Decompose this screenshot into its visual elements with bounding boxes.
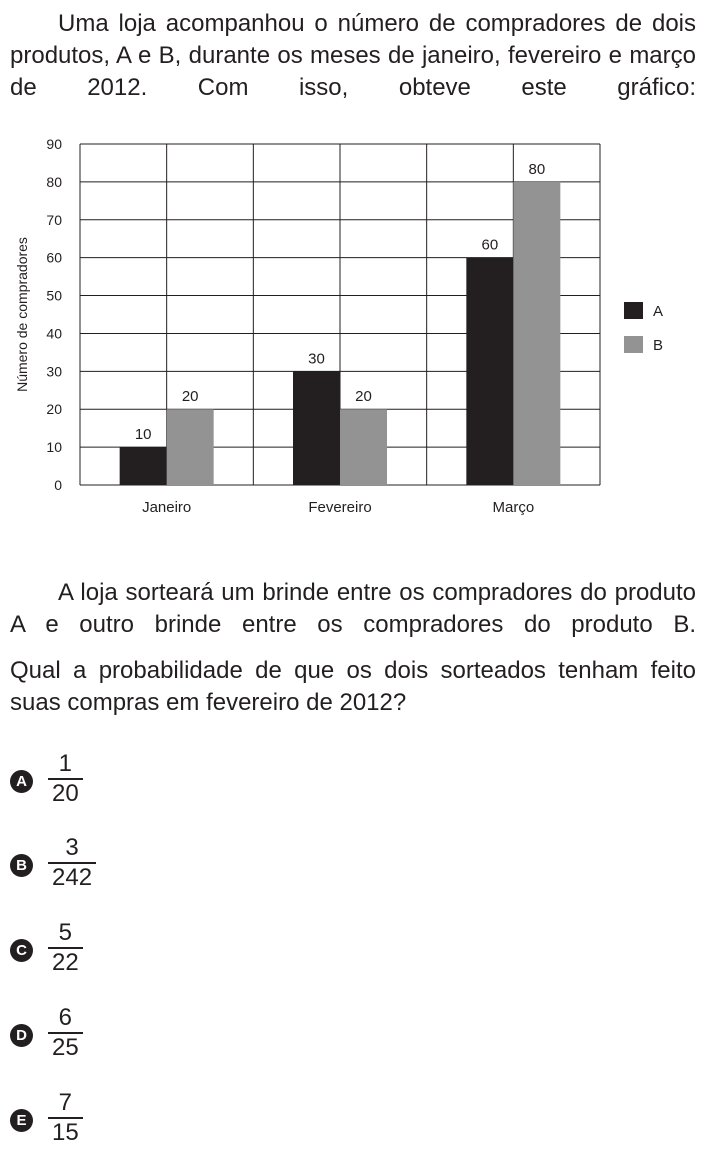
y-tick-label: 60 xyxy=(46,249,62,266)
fraction-denominator: 242 xyxy=(48,862,96,892)
bar-b xyxy=(513,182,560,485)
option-letter-badge: A xyxy=(10,770,33,793)
y-tick-label: 70 xyxy=(46,211,62,228)
fraction-numerator: 3 xyxy=(65,834,79,861)
data-label: 10 xyxy=(134,426,152,444)
y-tick-label: 30 xyxy=(46,363,62,380)
y-tick-label: 50 xyxy=(46,287,62,304)
data-label: 60 xyxy=(481,236,499,254)
fraction-numerator: 7 xyxy=(58,1089,73,1116)
option-fraction xyxy=(48,750,83,808)
y-axis-label: Número de compradores xyxy=(14,237,30,392)
fraction-denominator: 25 xyxy=(48,1032,83,1062)
bar-chart xyxy=(0,130,705,530)
y-tick-label: 20 xyxy=(46,401,62,418)
x-tick-label: Fevereiro xyxy=(308,499,372,516)
option-fraction xyxy=(48,1004,83,1062)
x-tick-label: Março xyxy=(492,499,535,516)
y-tick-label: 10 xyxy=(46,439,62,456)
question-text: Qual a probabilidade de que os dois sorteados tenham feito suas compras em fevereiro de 2012? xyxy=(10,657,696,716)
fraction-numerator: 1 xyxy=(58,750,73,777)
legend-label: B xyxy=(653,337,664,354)
option-letter-badge: B xyxy=(10,854,33,877)
fraction-denominator: 15 xyxy=(48,1117,83,1147)
option-fraction xyxy=(48,919,83,977)
legend-swatch-a xyxy=(624,302,643,319)
intro-text: Uma loja acompanhou o número de compradores de dois produtos, A e B, durante os meses de janeiro, fevereiro e março de 2012. Com isso, obteve este gráfico: xyxy=(10,10,696,101)
option-letter-badge: E xyxy=(10,1109,33,1132)
option-fraction xyxy=(48,834,96,892)
fraction-denominator: 20 xyxy=(48,778,83,808)
paragraph-text: A loja sorteará um brinde entre os compradores do produto A e outro brinde entre os compradores do produto B. xyxy=(10,579,696,638)
bar-a xyxy=(293,371,340,485)
y-tick-label: 40 xyxy=(46,325,62,342)
bar-a xyxy=(466,258,513,485)
y-tick-label: 80 xyxy=(46,173,62,190)
option-fraction xyxy=(48,1089,83,1147)
legend-swatch-b xyxy=(624,336,643,353)
fraction-numerator: 5 xyxy=(58,919,73,946)
bar-a xyxy=(120,447,167,485)
fraction-numerator: 6 xyxy=(58,1004,73,1031)
option-letter-badge: C xyxy=(10,939,33,962)
data-label: 20 xyxy=(181,388,199,406)
bar-b xyxy=(340,409,387,485)
data-label: 80 xyxy=(528,160,546,178)
y-tick-label: 0 xyxy=(54,477,62,493)
y-tick-label: 90 xyxy=(46,136,62,152)
legend-label: A xyxy=(653,303,664,320)
data-label: 20 xyxy=(355,388,372,406)
option-letter-badge: D xyxy=(10,1024,33,1047)
x-tick-label: Janeiro xyxy=(142,499,192,516)
data-label: 30 xyxy=(308,350,325,368)
fraction-denominator: 22 xyxy=(48,947,83,977)
bar-b xyxy=(167,409,214,485)
